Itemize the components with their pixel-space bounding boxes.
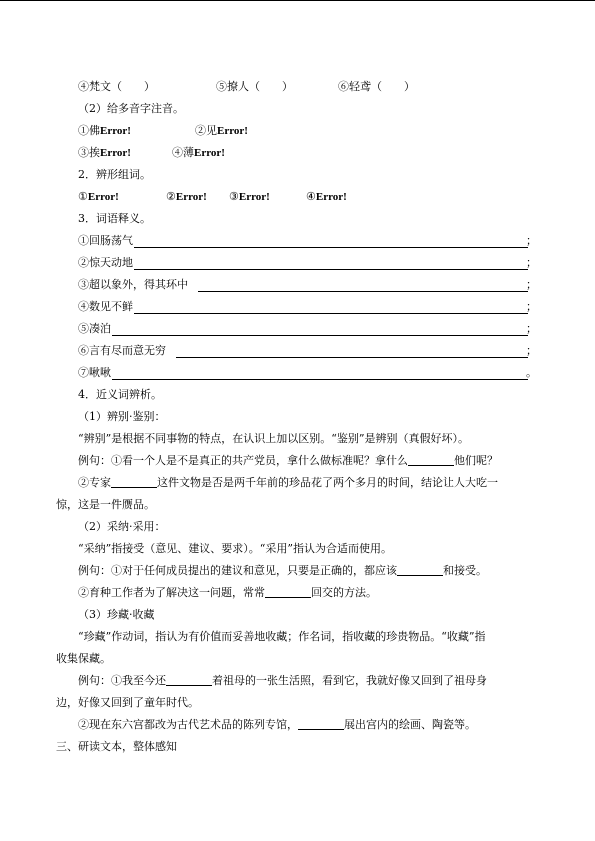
section-3-title-row (0, 209, 595, 229)
poly-row-2 (0, 143, 595, 163)
definition-end: ； (526, 278, 537, 291)
definition-term: ⑦啾啾 (78, 366, 111, 379)
poly-1-1: ①佛Error! (78, 124, 131, 137)
definition-row (0, 253, 595, 273)
definition-row (0, 341, 595, 361)
definition-term: ⑤凑泊 (78, 322, 111, 335)
pair-3-title-row (0, 605, 595, 625)
pair-2-definition: “采纳”指接受（意见、建议、要求）。“采用”指认为合适而使用。 (78, 542, 392, 555)
poly-items-row (0, 77, 595, 97)
pair-3-definition-cont: 收集保藏。 (56, 652, 111, 665)
s2-item-1: ①Error! (78, 190, 119, 203)
pair-1-example-2-row (0, 473, 595, 493)
pair-3-example-1-row (0, 671, 595, 691)
definition-term: ①回肠荡气 (78, 234, 133, 247)
pair-3-example-1: 例句：①我至今还 着祖母的一张生活照，看到它，我就好像又回到了祖母身 (78, 674, 487, 687)
answer-blank[interactable] (112, 322, 528, 336)
definition-term: ④数见不鲜 (78, 300, 133, 313)
poly-title: （2）给多音字注音。 (78, 102, 184, 115)
s2-item-3: ③Error! (229, 190, 270, 203)
definition-term: ②惊天动地 (78, 256, 133, 269)
definition-end: ； (526, 256, 537, 269)
header-rule (0, 0, 595, 1)
section-4-title: 4．近义词辨析。 (78, 388, 162, 401)
definition-end: 。 (526, 366, 537, 379)
poly-1-2: ②见Error! (195, 124, 248, 137)
definition-row (0, 363, 595, 383)
definition-row (0, 297, 595, 317)
definition-end: ； (526, 322, 537, 335)
answer-blank[interactable] (134, 234, 528, 248)
pair-1-example-1: 例句：①看一个人是不是真正的共产党员，拿什么做标准呢？拿什么 他们呢？ (78, 454, 498, 467)
answer-blank[interactable] (134, 256, 528, 270)
pair-3-definition-cont-row (0, 649, 595, 669)
pair-1-example-2-cont: 惊，这是一件赝品。 (56, 498, 155, 511)
pair-2-example-2-row (0, 583, 595, 603)
definition-end: ； (526, 300, 537, 313)
poly-item-6: ⑥轻鸢（ ） (338, 80, 415, 93)
pair-2-example-1-row (0, 561, 595, 581)
answer-blank[interactable] (298, 717, 344, 730)
definition-term: ⑥言有尽而意无穷 (78, 344, 166, 357)
pair-1-example-1-row (0, 451, 595, 471)
poly-2-2: ④薄Error! (172, 146, 225, 159)
pair-3-definition: “珍藏”作动词，指认为有价值而妥善地收藏；作名词，指收藏的珍贵物品。“收藏”指 (78, 630, 486, 643)
answer-blank[interactable] (112, 366, 528, 380)
poly-item-5: ⑤撩人（ ） (216, 80, 293, 93)
definition-term: ③超以象外，得其环中 (78, 278, 188, 291)
answer-blank[interactable] (166, 673, 212, 686)
pair-1-title-row (0, 407, 595, 427)
pair-2-title: （2）采纳·采用： (78, 520, 166, 533)
section-2-title: 2．辨形组词。 (78, 168, 151, 181)
definition-end: ； (526, 234, 537, 247)
definition-row (0, 275, 595, 295)
pair-3-example-2-row (0, 715, 595, 735)
pair-2-example-1: 例句：①对于任何成员提出的建议和意见，只要是正确的，都应该 和接受。 (78, 564, 487, 577)
pair-1-definition-row (0, 429, 595, 449)
pair-3-example-1-cont-row (0, 693, 595, 713)
s2-item-2: ②Error! (166, 190, 207, 203)
answer-blank[interactable] (397, 563, 443, 576)
pair-3-definition-row (0, 627, 595, 647)
pair-3-example-1-cont: 边，好像又回到了童年时代。 (56, 696, 199, 709)
pair-2-title-row (0, 517, 595, 537)
answer-blank[interactable] (111, 475, 157, 488)
section-2-items-row (0, 187, 595, 207)
answer-blank[interactable] (176, 344, 528, 358)
definition-end: ； (526, 344, 537, 357)
section-three-title-row (0, 737, 595, 757)
section-three-title: 三、研读文本，整体感知 (56, 740, 177, 753)
pair-1-title: （1）辨别·鉴别： (78, 410, 166, 423)
answer-blank[interactable] (265, 585, 311, 598)
pair-1-example-2-cont-row (0, 495, 595, 515)
section-3-title: 3．词语释义。 (78, 212, 151, 225)
poly-row-1 (0, 121, 595, 141)
pair-3-title: （3）珍藏·收藏 (78, 608, 155, 621)
pair-3-example-2: ②现在东六宫都改为古代艺术品的陈列专馆， 展出宫内的绘画、陶瓷等。 (78, 718, 476, 731)
definition-row (0, 231, 595, 251)
answer-blank[interactable] (408, 453, 454, 466)
definition-row (0, 319, 595, 339)
pair-2-example-2: ②育种工作者为了解决这一问题，常常 回交的方法。 (78, 586, 377, 599)
poly-item-4: ④梵文（ ） (78, 80, 155, 93)
poly-2-1: ③挨Error! (78, 146, 131, 159)
section-4-title-row (0, 385, 595, 405)
pair-1-definition: “辨别”是根据不同事物的特点，在认识上加以区别。“鉴别”是辨别（真假好坏）。 (78, 432, 469, 445)
answer-blank[interactable] (134, 300, 528, 314)
pair-1-example-2: ②专家 这件文物是否是两千年前的珍品花了两个多月的时间，结论让人大吃一 (78, 476, 498, 489)
s2-item-4: ④Error! (306, 190, 347, 203)
pair-2-definition-row (0, 539, 595, 559)
section-2-title-row (0, 165, 595, 185)
poly-title-row (0, 99, 595, 119)
answer-blank[interactable] (198, 278, 528, 292)
